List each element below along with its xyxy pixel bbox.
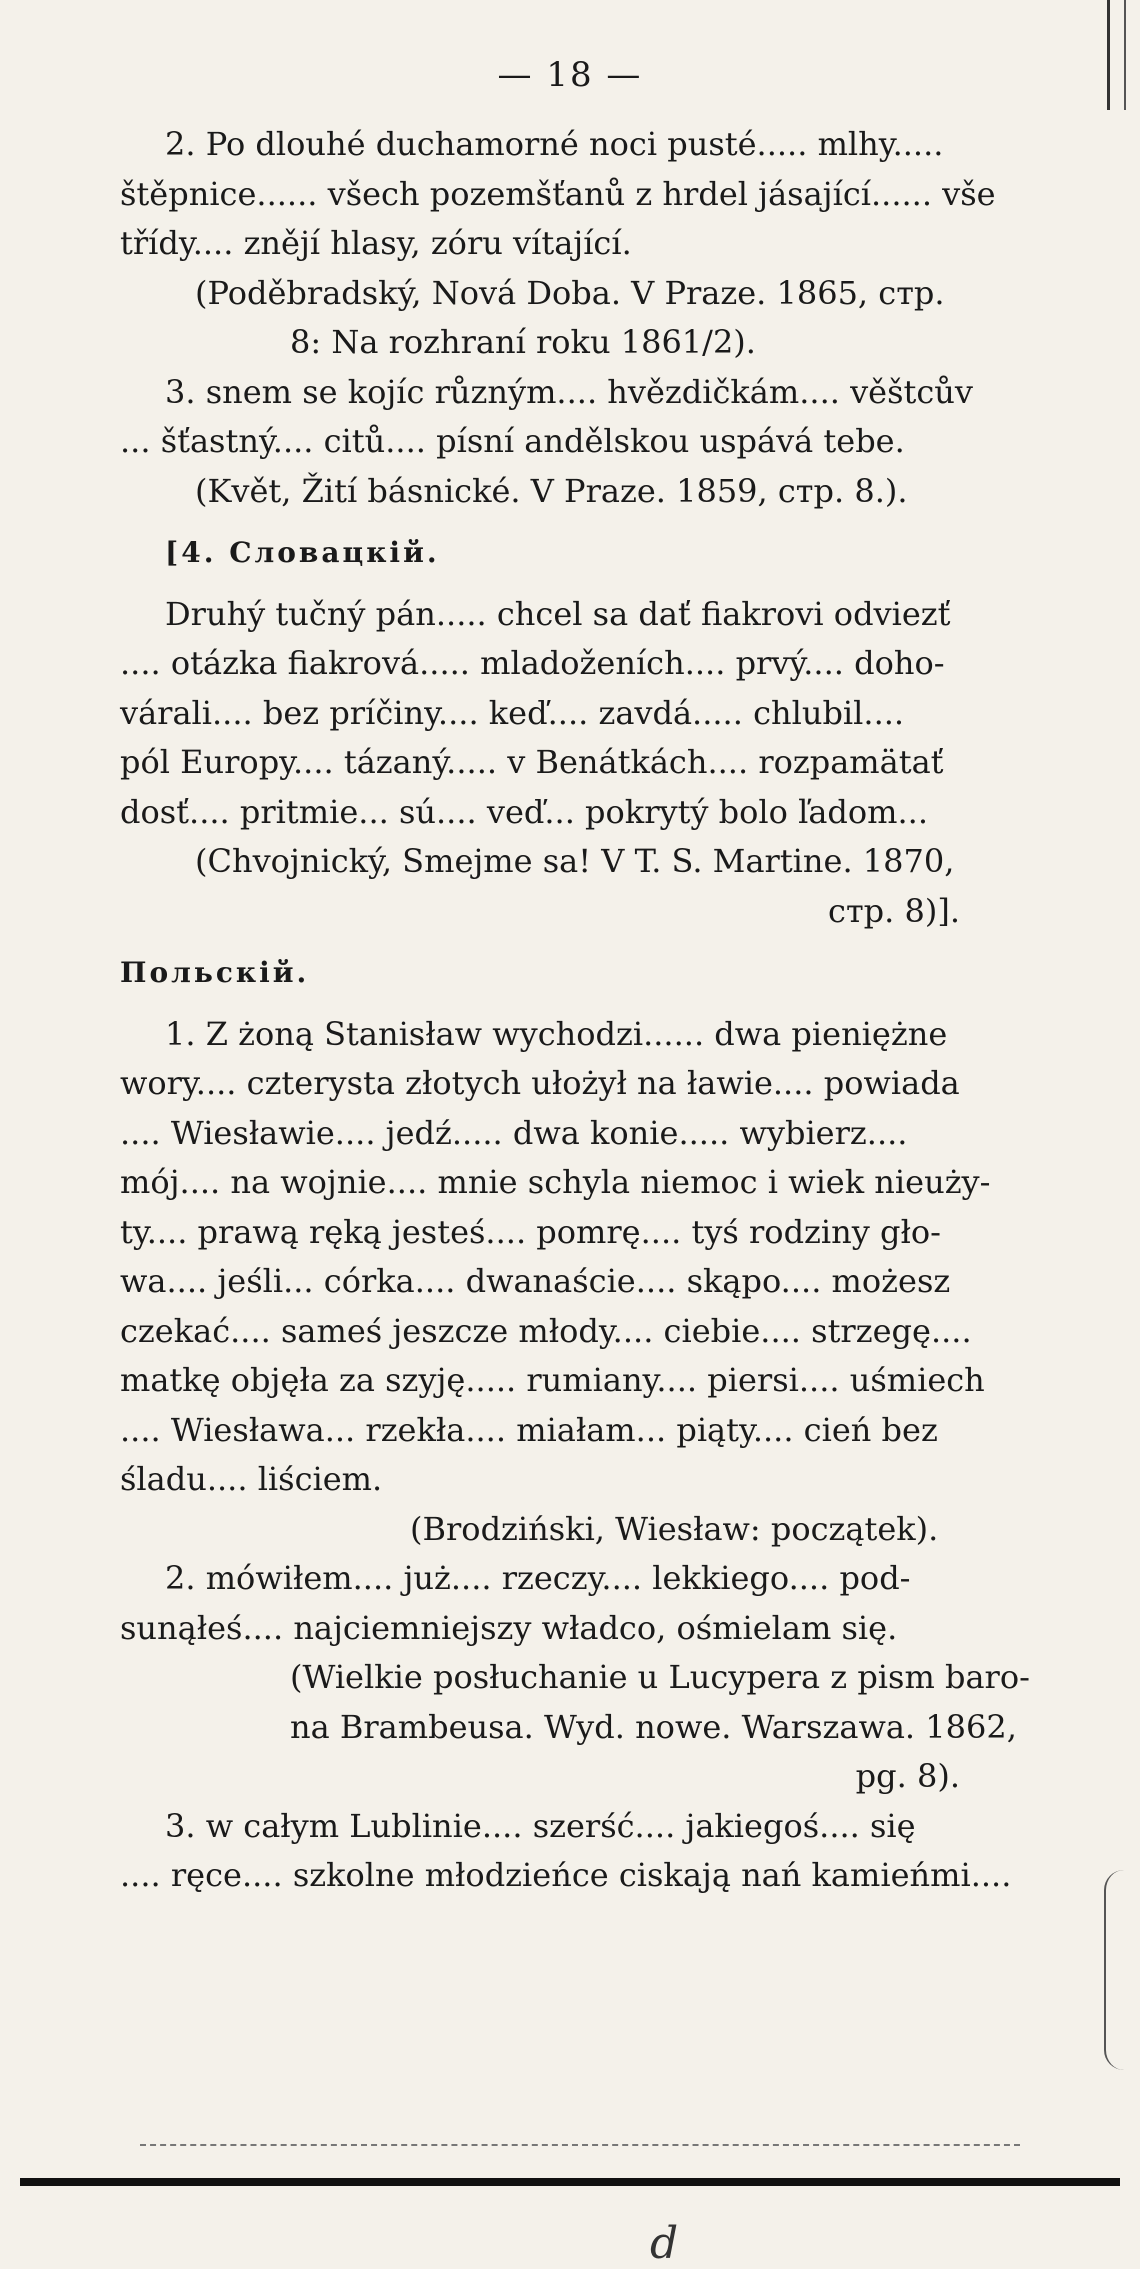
text-line: 1. Z żoną Stanisław wychodzi...... dwa pieniężne — [165, 1014, 948, 1053]
text-line: ... šťastný.... citů.... písní andělskou uspává tebe. — [120, 422, 905, 460]
page-body — [120, 120, 1060, 1901]
text-line: .... otázka fiakrová..... mladoženích.... prvý.... doho- — [120, 644, 945, 682]
citation-line: (Brodziński, Wiesław: początek). — [410, 1509, 939, 1548]
handwritten-mark: d — [650, 2218, 679, 2269]
citation-line: (Poděbradský, Nová Doba. V Praze. 1865, стр. — [195, 273, 945, 312]
text-line: czekać.... sameś jeszcze młody.... ciebie.... strzegę.... — [120, 1311, 972, 1350]
text-line: śladu.... liściem. — [120, 1460, 383, 1498]
text-line: třídy.... znějí hlasy, zóru vítající. — [120, 224, 632, 262]
text-line: wory.... czterysta złotych ułożył na ławie.... powiada — [120, 1064, 960, 1102]
text-line: sunąłeś.... najciemniejszy władco, ośmielam się. — [120, 1608, 898, 1647]
margin-scribble — [1104, 1870, 1132, 2070]
citation-line: 8: Na rozhraní roku 1861/2). — [290, 323, 756, 361]
text-line: 2. mówiłem.... już.... rzeczy.... lekkiego.... pod- — [165, 1559, 911, 1597]
section-title-polish: Польскій. — [120, 956, 310, 989]
text-line: dosť.... pritmie... sú.... veď... pokrytý bolo ľadom... — [120, 792, 929, 831]
citation-line: na Brambeusa. Wyd. nowe. Warszawa. 1862, — [290, 1707, 1017, 1746]
text-line: várali.... bez príčiny.... keď.... zavdá..... chlubil.... — [120, 693, 905, 732]
text-line: mój.... na wojnie.... mnie schyla niemoc i wiek nieuży- — [120, 1163, 991, 1201]
citation-line: (Chvojnický, Smejme sa! V T. S. Martine. 1870, — [195, 842, 955, 880]
text-line: 2. Po dlouhé duchamorné noci pusté..... mlhy..... — [165, 125, 944, 163]
text-line: wa.... jeśli... córka.... dwanaście.... skąpo.... możesz — [120, 1262, 951, 1300]
citation-line: стр. 8)]. — [828, 891, 960, 930]
text-line: 3. snem se kojíc různým.... hvězdičkám.... věštcův — [165, 372, 973, 411]
page-bottom-rule — [20, 2178, 1120, 2186]
text-line: Druhý tučný pán..... chcel sa dať fiakrovi odviezť — [165, 594, 951, 633]
text-line: .... Wiesławie.... jedź..... dwa konie..... wybierz.... — [120, 1113, 908, 1152]
page-number: — 18 — — [497, 55, 643, 95]
text-line: matkę objęła za szyję..... rumiany.... piersi.... uśmiech — [120, 1361, 985, 1399]
citation-line: pg. 8). — [855, 1757, 960, 1795]
citation-line: (Květ, Žití básnické. V Praze. 1859, стр. 8.). — [195, 471, 908, 510]
section-title-slovak: [4. Словацкій. — [165, 536, 440, 569]
text-line: ty.... prawą ręką jesteś.... pomrę.... tyś rodziny gło- — [120, 1212, 941, 1251]
text-line: pól Europy.... tázaný..... v Benátkách.... rozpamätať — [120, 743, 944, 781]
text-line: štěpnice...... všech pozemšťanů z hrdel jásající...... vše — [120, 174, 996, 213]
citation-line: (Wielkie posłuchanie u Lucypera z pism baro- — [290, 1658, 1030, 1696]
text-line: 3. w całym Lublinie.... szerść.... jakiegoś.... się — [165, 1806, 916, 1845]
text-line: .... Wiesława... rzekła.... miałam... piąty.... cień bez — [120, 1410, 938, 1449]
text-line: .... ręce.... szkolne młodzieńce ciskają nań kamieńmi.... — [120, 1856, 1012, 1894]
scratch-line — [140, 2144, 1020, 2148]
